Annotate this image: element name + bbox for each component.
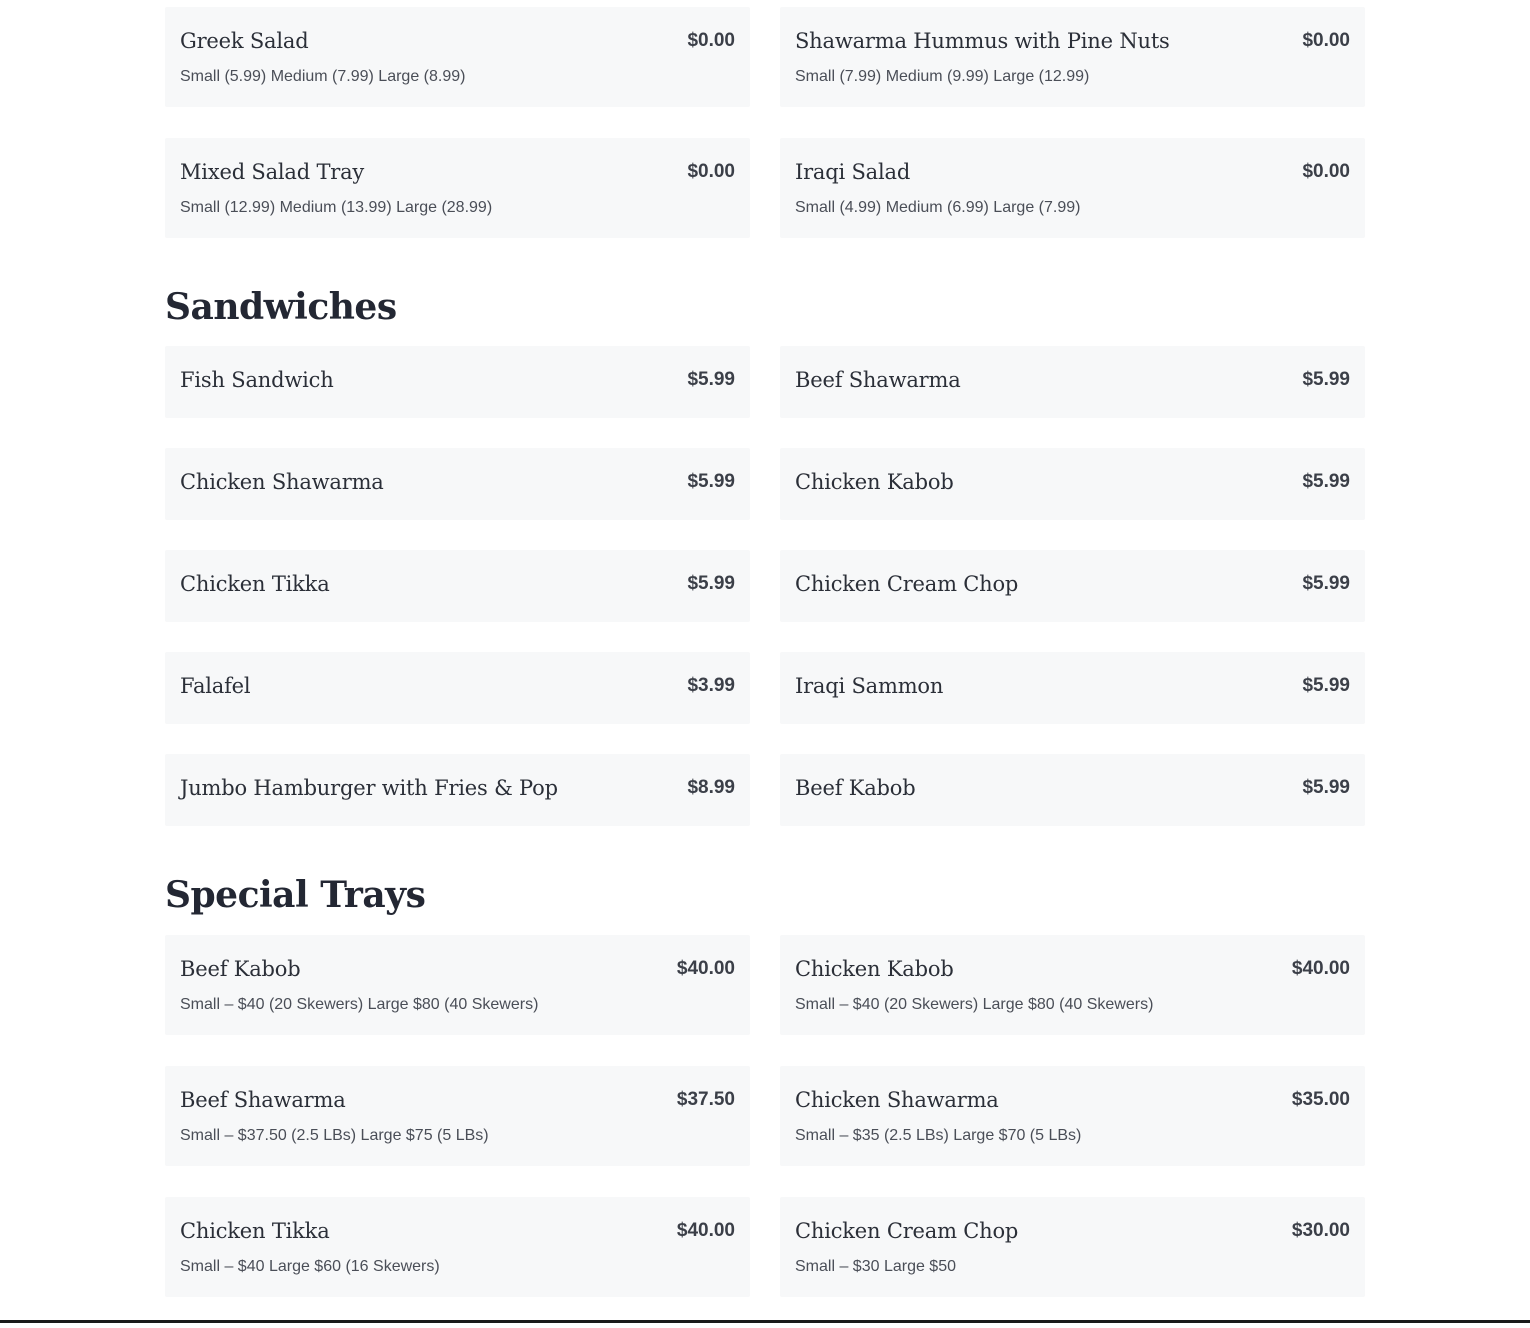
item-price: $5.99 [1302,777,1350,798]
menu-item-card[interactable] [780,7,1365,107]
menu-item-card[interactable] [780,1197,1365,1297]
item-name: Chicken Shawarma [795,1088,999,1112]
item-price: $0.00 [1302,161,1350,182]
item-description: Small (7.99) Medium (9.99) Large (12.99) [795,68,1090,85]
menu-item-card[interactable] [165,7,750,107]
item-name: Iraqi Salad [795,160,911,184]
item-description: Small – $40 (20 Skewers) Large $80 (40 Skewers) [180,996,539,1013]
salads-section [165,7,1365,269]
item-price: $5.99 [1302,573,1350,594]
item-name: Chicken Tikka [180,572,330,596]
item-name: Falafel [180,674,251,698]
item-price: $35.00 [1291,1089,1350,1110]
item-name: Beef Shawarma [795,368,961,392]
menu-item-card[interactable] [165,346,750,418]
item-name: Iraqi Sammon [795,674,944,698]
menu-item-card[interactable] [780,1066,1365,1166]
item-price: $37.50 [676,1089,735,1110]
section-title-special-trays: Special Trays [165,874,426,916]
item-name: Chicken Tikka [180,1219,330,1243]
menu-item-card[interactable] [780,935,1365,1035]
section-title-sandwiches: Sandwiches [165,286,397,328]
item-description: Small – $40 Large $60 (16 Skewers) [180,1258,440,1275]
item-price: $5.99 [1302,369,1350,390]
item-description: Small – $30 Large $50 [795,1258,956,1275]
item-price: $5.99 [687,471,735,492]
sandwiches-section [165,346,1365,856]
item-name: Chicken Cream Chop [795,572,1019,596]
menu-item-card[interactable] [165,935,750,1035]
item-price: $5.99 [687,369,735,390]
item-price: $5.99 [687,573,735,594]
item-price: $8.99 [687,777,735,798]
item-name: Fish Sandwich [180,368,334,392]
item-name: Beef Kabob [795,776,916,800]
item-price: $30.00 [1291,1220,1350,1241]
item-description: Small (5.99) Medium (7.99) Large (8.99) [180,68,466,85]
menu-item-card[interactable] [780,346,1365,418]
item-price: $3.99 [687,675,735,696]
menu-item-card[interactable] [780,138,1365,238]
item-price: $40.00 [676,1220,735,1241]
item-name: Chicken Cream Chop [795,1219,1019,1243]
item-name: Jumbo Hamburger with Fries & Pop [180,776,558,800]
item-name: Chicken Shawarma [180,470,384,494]
item-name: Shawarma Hummus with Pine Nuts [795,29,1170,53]
item-name: Greek Salad [180,29,309,53]
menu-item-card[interactable] [780,754,1365,826]
item-price: $5.99 [1302,471,1350,492]
menu-item-card[interactable] [165,754,750,826]
menu-item-card[interactable] [165,1066,750,1166]
menu-item-card[interactable] [165,448,750,520]
item-description: Small – $40 (20 Skewers) Large $80 (40 Skewers) [795,996,1154,1013]
item-price: $40.00 [676,958,735,979]
menu-item-card[interactable] [780,550,1365,622]
item-name: Mixed Salad Tray [180,160,365,184]
item-name: Beef Shawarma [180,1088,346,1112]
menu-item-card[interactable] [780,448,1365,520]
item-price: $0.00 [687,30,735,51]
item-description: Small (4.99) Medium (6.99) Large (7.99) [795,199,1081,216]
item-description: Small (12.99) Medium (13.99) Large (28.99) [180,199,493,216]
item-name: Beef Kabob [180,957,301,981]
menu-item-card[interactable] [780,652,1365,724]
item-price: $0.00 [687,161,735,182]
item-name: Chicken Kabob [795,470,954,494]
menu-item-card[interactable] [165,652,750,724]
menu-item-card[interactable] [165,550,750,622]
item-description: Small – $37.50 (2.5 LBs) Large $75 (5 LBs) [180,1127,489,1144]
special-trays-section [165,935,1365,1328]
item-name: Chicken Kabob [795,957,954,981]
item-price: $5.99 [1302,675,1350,696]
menu-item-card[interactable] [165,1197,750,1297]
menu-item-card[interactable] [165,138,750,238]
item-price: $0.00 [1302,30,1350,51]
item-price: $40.00 [1291,958,1350,979]
item-description: Small – $35 (2.5 LBs) Large $70 (5 LBs) [795,1127,1082,1144]
